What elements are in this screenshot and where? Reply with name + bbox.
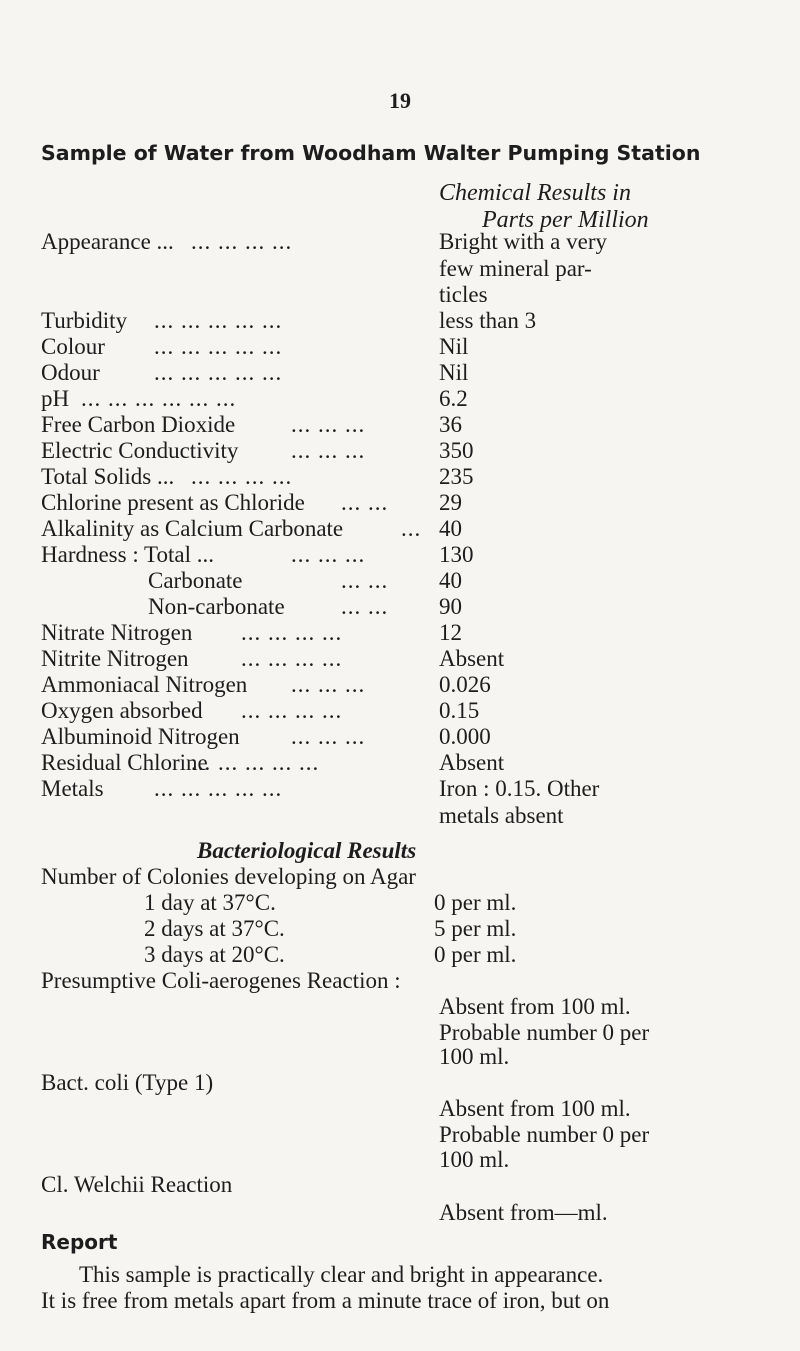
row-hardness-non-carbonate (41, 593, 741, 621)
row-label: Chlorine present as Chloride (41, 490, 305, 515)
report-line: It is free from metals apart from a minute trace of iron, but on (41, 1288, 610, 1313)
page-number: 19 (389, 88, 411, 113)
leader-dots: ... (401, 516, 422, 541)
leader-dots: ... ... ... (291, 412, 366, 437)
row-label: Free Carbon Dioxide (41, 412, 236, 437)
leader-dots: ... ... ... ... ... (154, 776, 283, 801)
leader-dots: ... ... ... ... ... (154, 308, 283, 333)
leader-dots: ... ... ... ... ... ... (81, 386, 237, 411)
row-value: 0.15 (439, 698, 480, 723)
presumptive-result: Probable number 0 per (439, 1020, 650, 1045)
row-label: Nitrate Nitrogen (41, 620, 193, 645)
leader-dots: ... ... ... ... (241, 620, 343, 645)
row-label: Total Solids ... (41, 464, 175, 489)
row-residual-chlorine (41, 749, 741, 777)
row-label: Carbonate (148, 568, 243, 593)
leader-dots: ... ... ... (291, 724, 366, 749)
row-ph (41, 385, 741, 413)
row-oxygen-absorbed (41, 697, 741, 725)
leader-dots: ... ... ... ... (241, 646, 343, 671)
colony-period: 1 day at 37°C. (144, 890, 276, 915)
report-line: This sample is practically clear and bright in appearance. (79, 1262, 604, 1287)
report-heading: Report (41, 1230, 118, 1254)
leader-dots: ... ... ... ... (191, 464, 293, 489)
row-value: 90 (439, 594, 462, 619)
metals-continuation: metals absent (439, 803, 564, 828)
bact-coli-result: Probable number 0 per (439, 1122, 650, 1147)
row-value: 12 (439, 620, 462, 645)
row-label: Odour (41, 360, 100, 385)
row-value: Absent (439, 750, 505, 775)
row-chlorine-as-chloride (41, 489, 741, 517)
leader-dots: ... ... ... (291, 672, 366, 697)
leader-dots: ... ... ... ... (191, 229, 293, 254)
row-value: Nil (439, 334, 469, 359)
leader-dots: ... ... ... ... ... (154, 334, 283, 359)
row-electric-conductivity (41, 437, 741, 465)
leader-dots: ... ... (341, 568, 389, 593)
row-label: Appearance ... (41, 229, 174, 254)
row-label: Alkalinity as Calcium Carbonate (41, 516, 344, 541)
row-metals (41, 775, 741, 803)
row-free-carbon-dioxide (41, 411, 741, 439)
row-value: 0.026 (439, 672, 491, 697)
row-alkalinity (41, 515, 741, 543)
presumptive-label: Presumptive Coli-aerogenes Reaction : (41, 968, 401, 993)
leader-dots: ... ... (341, 594, 389, 619)
row-label: Residual Chlorine (41, 750, 208, 775)
leader-dots: ... ... (341, 490, 389, 515)
document-title: Sample of Water from Woodham Walter Pumping Station (41, 141, 701, 165)
bacteriological-heading: Bacteriological Results (197, 838, 417, 863)
leader-dots: ... ... ... ... ... (191, 750, 320, 775)
row-value: Iron : 0.15. Other (439, 776, 600, 801)
row-albuminoid-nitrogen (41, 723, 741, 751)
colony-count: 5 per ml. (434, 916, 517, 941)
row-value: 36 (439, 412, 462, 437)
colonies-heading: Number of Colonies developing on Agar (41, 864, 416, 889)
colony-count: 0 per ml. (434, 890, 517, 915)
colony-period: 2 days at 37°C. (144, 916, 285, 941)
row-hardness-total (41, 541, 741, 569)
leader-dots: ... ... ... ... (241, 698, 343, 723)
row-nitrite-nitrogen (41, 645, 741, 673)
colony-count: 0 per ml. (434, 942, 517, 967)
row-value: 350 (439, 438, 474, 463)
row-value: 0.000 (439, 724, 491, 749)
row-label: Oxygen absorbed (41, 698, 203, 723)
row-value: 130 (439, 542, 474, 567)
row-label: Hardness : Total ... (41, 542, 214, 567)
leader-dots: ... ... ... ... ... (154, 360, 283, 385)
row-total-solids (41, 463, 741, 491)
row-value: 235 (439, 464, 474, 489)
row-ammoniacal-nitrogen (41, 671, 741, 699)
row-value: Bright with a very (439, 229, 607, 254)
row-turbidity (41, 307, 741, 335)
appearance-continuation-1: few mineral par- (439, 256, 592, 281)
row-appearance (41, 228, 741, 256)
row-value: 6.2 (439, 386, 468, 411)
bact-coli-result: Absent from 100 ml. (439, 1096, 631, 1121)
row-label: pH (41, 386, 70, 411)
row-colour (41, 333, 741, 361)
bact-coli-label: Bact. coli (Type 1) (41, 1070, 214, 1095)
row-value: 29 (439, 490, 462, 515)
presumptive-result: Absent from 100 ml. (439, 994, 631, 1019)
appearance-continuation-2: ticles (439, 282, 488, 307)
leader-dots: ... ... ... (291, 438, 366, 463)
row-value: 40 (439, 516, 462, 541)
row-value: 40 (439, 568, 462, 593)
row-label: Ammoniacal Nitrogen (41, 672, 248, 697)
row-label: Turbidity (41, 308, 128, 333)
chemical-header-line-2: Parts per Million (482, 207, 649, 233)
bact-coli-result: 100 ml. (439, 1147, 510, 1172)
presumptive-result: 100 ml. (439, 1044, 510, 1069)
chemical-header-line-1: Chemical Results in (439, 180, 631, 206)
colony-period: 3 days at 20°C. (144, 942, 285, 967)
welchii-result: Absent from—ml. (439, 1200, 608, 1225)
row-label: Non-carbonate (148, 594, 285, 619)
leader-dots: ... ... ... (291, 542, 366, 567)
row-hardness-carbonate (41, 567, 741, 595)
row-value: Absent (439, 646, 505, 671)
row-label: Nitrite Nitrogen (41, 646, 189, 671)
welchii-label: Cl. Welchii Reaction (41, 1172, 233, 1197)
row-label: Electric Conductivity (41, 438, 239, 463)
row-label: Albuminoid Nitrogen (41, 724, 240, 749)
row-odour (41, 359, 741, 387)
row-nitrate-nitrogen (41, 619, 741, 647)
row-label: Metals (41, 776, 104, 801)
row-value: less than 3 (439, 308, 537, 333)
row-value: Nil (439, 360, 469, 385)
row-label: Colour (41, 334, 105, 359)
